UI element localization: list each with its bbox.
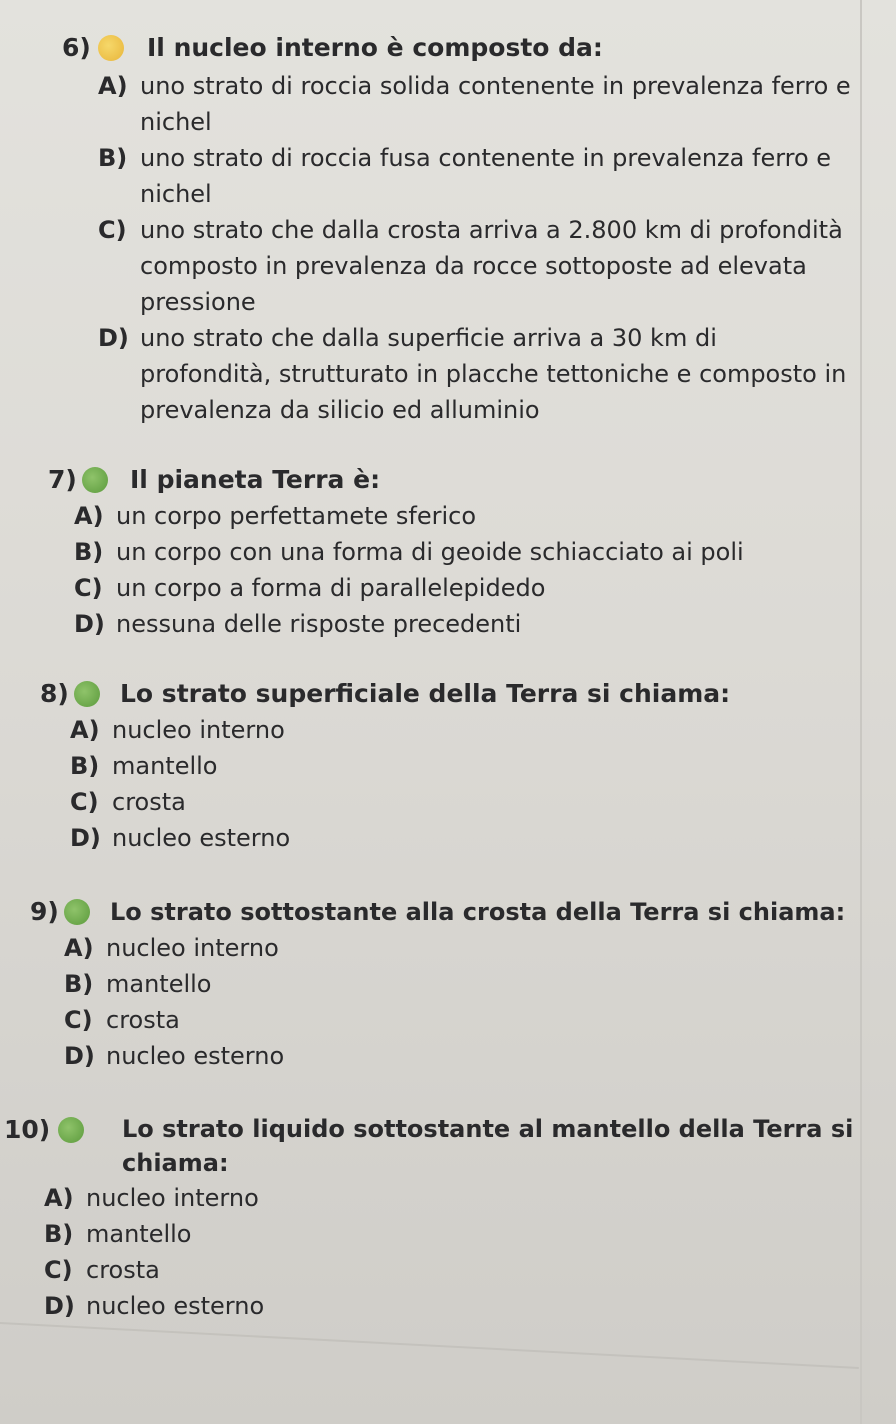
option-b[interactable]: [64, 966, 855, 1002]
option-letter: A): [74, 502, 104, 530]
question-header: [40, 676, 850, 712]
option-letter: A): [64, 934, 94, 962]
option-letter: C): [64, 1006, 93, 1034]
option-letter: D): [74, 610, 105, 638]
question-header: [48, 462, 848, 498]
option-d[interactable]: [74, 606, 848, 642]
question-9: [30, 894, 855, 1074]
option-c[interactable]: [74, 570, 848, 606]
option-letter: A): [44, 1184, 74, 1212]
difficulty-dot-icon: [74, 681, 100, 707]
option-text: uno strato di roccia fusa contenente in prevalenza ferro e nichel: [140, 144, 832, 208]
question-8: [40, 676, 850, 856]
question-header: [30, 894, 855, 930]
option-c[interactable]: [70, 784, 850, 820]
option-c[interactable]: [44, 1252, 854, 1288]
question-7: [48, 462, 848, 642]
options-list: [44, 1180, 854, 1324]
question-text: Il pianeta Terra è:: [130, 465, 381, 494]
option-text: nucleo interno: [106, 934, 279, 962]
option-letter: C): [98, 216, 127, 244]
option-letter: D): [70, 824, 101, 852]
option-c[interactable]: [98, 212, 852, 320]
options-list: [98, 68, 852, 428]
option-c[interactable]: [64, 1002, 855, 1038]
difficulty-dot-icon: [58, 1117, 84, 1143]
option-text: crosta: [112, 788, 186, 816]
option-letter: A): [98, 72, 128, 100]
option-b[interactable]: [70, 748, 850, 784]
option-d[interactable]: [64, 1038, 855, 1074]
option-text: nucleo esterno: [106, 1042, 285, 1070]
option-text: crosta: [86, 1256, 160, 1284]
option-a[interactable]: [70, 712, 850, 748]
difficulty-dot-icon: [64, 899, 90, 925]
option-text: nucleo esterno: [86, 1292, 265, 1320]
option-letter: B): [64, 970, 94, 998]
question-text: Il nucleo interno è composto da:: [147, 33, 603, 62]
option-letter: D): [98, 324, 129, 352]
page-bottom-line: [0, 1322, 859, 1369]
question-number: 7): [48, 465, 77, 494]
option-a[interactable]: [98, 68, 852, 140]
option-text: mantello: [112, 752, 218, 780]
option-b[interactable]: [98, 140, 852, 212]
option-text: mantello: [106, 970, 212, 998]
option-letter: B): [70, 752, 100, 780]
question-number: 6): [62, 33, 91, 62]
options-list: [64, 930, 855, 1074]
options-list: [70, 712, 850, 856]
option-letter: D): [44, 1292, 75, 1320]
option-d[interactable]: [44, 1288, 854, 1324]
options-list: [74, 498, 848, 642]
option-b[interactable]: [44, 1216, 854, 1252]
option-a[interactable]: [74, 498, 848, 534]
option-letter: B): [74, 538, 104, 566]
question-6: [62, 30, 852, 428]
option-letter: B): [98, 144, 128, 172]
option-a[interactable]: [64, 930, 855, 966]
option-a[interactable]: [44, 1180, 854, 1216]
option-text: nucleo esterno: [112, 824, 291, 852]
option-d[interactable]: [70, 820, 850, 856]
option-text: un corpo a forma di parallelepidedo: [116, 574, 546, 602]
option-text: nucleo interno: [86, 1184, 259, 1212]
option-d[interactable]: [98, 320, 852, 428]
question-header: [4, 1112, 854, 1180]
question-text: Lo strato superficiale della Terra si chiama:: [120, 679, 731, 708]
question-10: [4, 1112, 854, 1324]
option-b[interactable]: [74, 534, 848, 570]
difficulty-dot-icon: [98, 35, 124, 61]
option-text: nessuna delle risposte precedenti: [116, 610, 522, 638]
option-text: uno strato che dalla superficie arriva a 30 km di profondità, strutturato in placche tettoniche e composto in prevalenza da silicio ed alluminio: [140, 324, 847, 424]
option-letter: C): [70, 788, 99, 816]
option-letter: C): [74, 574, 103, 602]
option-text: mantello: [86, 1220, 192, 1248]
option-letter: B): [44, 1220, 74, 1248]
question-text: Lo strato liquido sottostante al mantello della Terra si chiama:: [122, 1115, 854, 1177]
page-margin-line: [860, 0, 862, 1424]
difficulty-dot-icon: [82, 467, 108, 493]
option-text: un corpo con una forma di geoide schiacciato ai poli: [116, 538, 744, 566]
question-number: 10): [4, 1115, 51, 1144]
question-number: 8): [40, 679, 69, 708]
option-text: crosta: [106, 1006, 180, 1034]
option-letter: C): [44, 1256, 73, 1284]
option-text: uno strato che dalla crosta arriva a 2.800 km di profondità composto in prevalenza da rocce sottoposte ad elevata pressione: [140, 216, 843, 316]
question-header: [62, 30, 852, 66]
option-letter: D): [64, 1042, 95, 1070]
option-letter: A): [70, 716, 100, 744]
option-text: un corpo perfettamete sferico: [116, 502, 477, 530]
option-text: nucleo interno: [112, 716, 285, 744]
option-text: uno strato di roccia solida contenente in prevalenza ferro e nichel: [140, 72, 851, 136]
question-text: Lo strato sottostante alla crosta della Terra si chiama:: [110, 898, 846, 926]
question-number: 9): [30, 897, 59, 926]
